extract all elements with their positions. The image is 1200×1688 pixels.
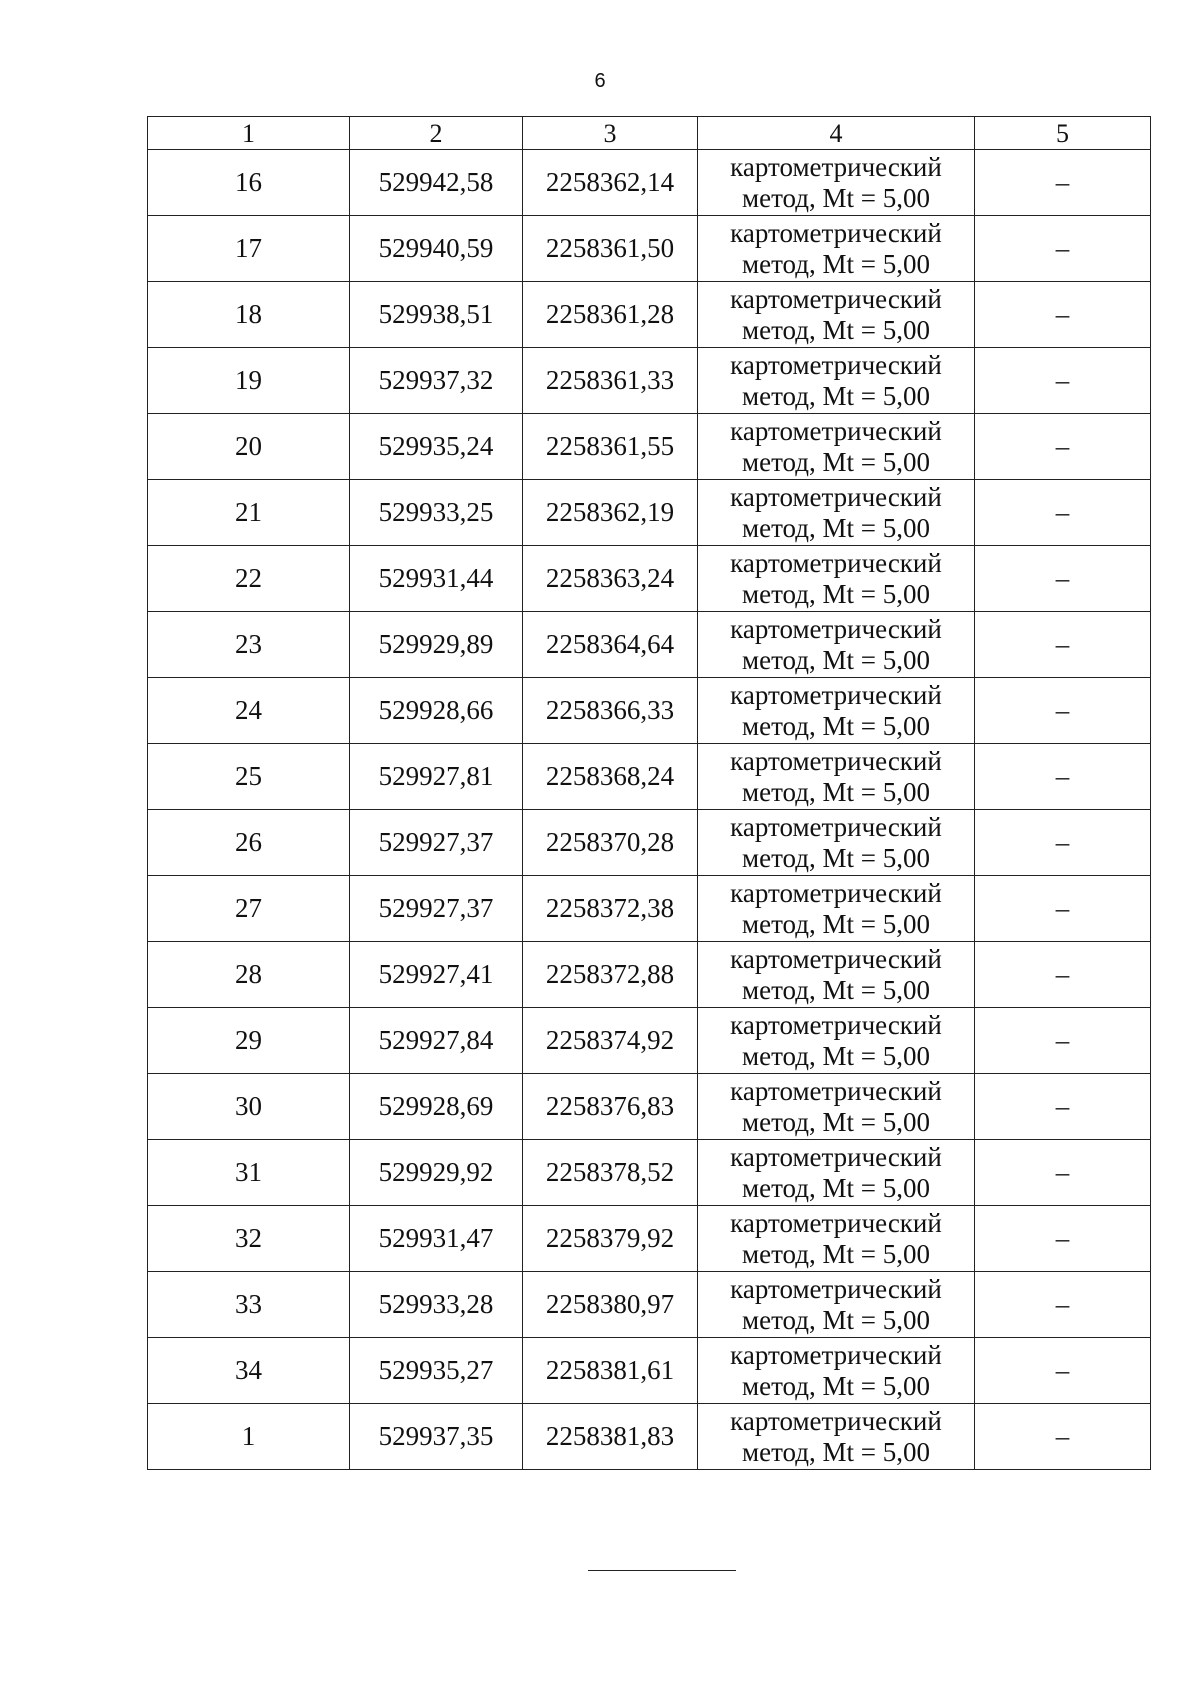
point-number-cell: 21 xyxy=(148,480,350,546)
method-cell xyxy=(698,1338,975,1404)
note-cell: – xyxy=(975,1008,1151,1074)
method-line-2: метод, Mt = 5,00 xyxy=(742,1436,930,1467)
x-coordinate-cell: 529928,69 xyxy=(350,1074,523,1140)
point-number-cell: 31 xyxy=(148,1140,350,1206)
method-line-1: картометрический xyxy=(730,151,942,182)
page-number: 6 xyxy=(594,70,606,92)
point-number-cell: 22 xyxy=(148,546,350,612)
method-line-2: метод, Mt = 5,00 xyxy=(742,1370,930,1401)
column-header: 2 xyxy=(350,117,523,150)
point-number-cell: 1 xyxy=(148,1404,350,1470)
table-row xyxy=(148,876,1151,942)
x-coordinate-cell: 529933,25 xyxy=(350,480,523,546)
footer-rule xyxy=(588,1570,736,1571)
table-row xyxy=(148,1404,1151,1470)
method-cell xyxy=(698,1008,975,1074)
method-line-2: метод, Mt = 5,00 xyxy=(742,182,930,213)
table-row xyxy=(148,942,1151,1008)
point-number-cell: 25 xyxy=(148,744,350,810)
y-coordinate-cell: 2258380,97 xyxy=(523,1272,698,1338)
table-row xyxy=(148,1008,1151,1074)
note-cell: – xyxy=(975,480,1151,546)
table-row xyxy=(148,810,1151,876)
table-row xyxy=(148,1338,1151,1404)
method-cell xyxy=(698,282,975,348)
note-cell: – xyxy=(975,678,1151,744)
method-cell xyxy=(698,810,975,876)
method-line-2: метод, Mt = 5,00 xyxy=(742,908,930,939)
point-number-cell: 17 xyxy=(148,216,350,282)
y-coordinate-cell: 2258372,88 xyxy=(523,942,698,1008)
table-row xyxy=(148,1140,1151,1206)
note-cell: – xyxy=(975,546,1151,612)
y-coordinate-cell: 2258361,55 xyxy=(523,414,698,480)
y-coordinate-cell: 2258368,24 xyxy=(523,744,698,810)
method-line-2: метод, Mt = 5,00 xyxy=(742,446,930,477)
method-line-1: картометрический xyxy=(730,877,942,908)
note-cell: – xyxy=(975,1404,1151,1470)
note-cell: – xyxy=(975,810,1151,876)
x-coordinate-cell: 529927,41 xyxy=(350,942,523,1008)
x-coordinate-cell: 529938,51 xyxy=(350,282,523,348)
method-cell xyxy=(698,348,975,414)
method-cell xyxy=(698,216,975,282)
x-coordinate-cell: 529927,37 xyxy=(350,876,523,942)
table-row xyxy=(148,612,1151,678)
point-number-cell: 19 xyxy=(148,348,350,414)
note-cell: – xyxy=(975,942,1151,1008)
point-number-cell: 24 xyxy=(148,678,350,744)
note-cell: – xyxy=(975,744,1151,810)
method-line-1: картометрический xyxy=(730,349,942,380)
note-cell: – xyxy=(975,414,1151,480)
method-line-2: метод, Mt = 5,00 xyxy=(742,974,930,1005)
y-coordinate-cell: 2258362,14 xyxy=(523,150,698,216)
method-line-1: картометрический xyxy=(730,1207,942,1238)
point-number-cell: 20 xyxy=(148,414,350,480)
method-cell xyxy=(698,1074,975,1140)
x-coordinate-cell: 529933,28 xyxy=(350,1272,523,1338)
method-cell xyxy=(698,612,975,678)
method-line-2: метод, Mt = 5,00 xyxy=(742,314,930,345)
method-line-2: метод, Mt = 5,00 xyxy=(742,842,930,873)
method-line-2: метод, Mt = 5,00 xyxy=(742,1106,930,1137)
point-number-cell: 34 xyxy=(148,1338,350,1404)
method-cell xyxy=(698,876,975,942)
note-cell: – xyxy=(975,1140,1151,1206)
table-row xyxy=(148,546,1151,612)
y-coordinate-cell: 2258361,28 xyxy=(523,282,698,348)
method-line-1: картометрический xyxy=(730,415,942,446)
method-cell xyxy=(698,744,975,810)
table-row xyxy=(148,282,1151,348)
method-line-1: картометрический xyxy=(730,481,942,512)
method-line-1: картометрический xyxy=(730,1339,942,1370)
point-number-cell: 33 xyxy=(148,1272,350,1338)
method-cell xyxy=(698,414,975,480)
table-row xyxy=(148,744,1151,810)
x-coordinate-cell: 529935,24 xyxy=(350,414,523,480)
column-header: 4 xyxy=(698,117,975,150)
table-row xyxy=(148,150,1151,216)
x-coordinate-cell: 529928,66 xyxy=(350,678,523,744)
table-row xyxy=(148,678,1151,744)
table-row xyxy=(148,1074,1151,1140)
note-cell: – xyxy=(975,1338,1151,1404)
x-coordinate-cell: 529929,89 xyxy=(350,612,523,678)
point-number-cell: 16 xyxy=(148,150,350,216)
table-header-row xyxy=(148,117,1151,150)
x-coordinate-cell: 529929,92 xyxy=(350,1140,523,1206)
method-line-2: метод, Mt = 5,00 xyxy=(742,248,930,279)
method-cell xyxy=(698,942,975,1008)
y-coordinate-cell: 2258379,92 xyxy=(523,1206,698,1272)
point-number-cell: 30 xyxy=(148,1074,350,1140)
column-header: 5 xyxy=(975,117,1151,150)
x-coordinate-cell: 529927,81 xyxy=(350,744,523,810)
point-number-cell: 27 xyxy=(148,876,350,942)
column-header: 1 xyxy=(148,117,350,150)
x-coordinate-cell: 529931,47 xyxy=(350,1206,523,1272)
y-coordinate-cell: 2258376,83 xyxy=(523,1074,698,1140)
method-line-2: метод, Mt = 5,00 xyxy=(742,710,930,741)
method-cell xyxy=(698,1206,975,1272)
method-line-2: метод, Mt = 5,00 xyxy=(742,1238,930,1269)
method-line-1: картометрический xyxy=(730,217,942,248)
method-line-1: картометрический xyxy=(730,1009,942,1040)
method-line-2: метод, Mt = 5,00 xyxy=(742,578,930,609)
method-cell xyxy=(698,678,975,744)
y-coordinate-cell: 2258366,33 xyxy=(523,678,698,744)
y-coordinate-cell: 2258378,52 xyxy=(523,1140,698,1206)
note-cell: – xyxy=(975,1206,1151,1272)
method-line-1: картометрический xyxy=(730,943,942,974)
table-row xyxy=(148,216,1151,282)
note-cell: – xyxy=(975,282,1151,348)
method-line-2: метод, Mt = 5,00 xyxy=(742,1304,930,1335)
y-coordinate-cell: 2258381,83 xyxy=(523,1404,698,1470)
point-number-cell: 28 xyxy=(148,942,350,1008)
note-cell: – xyxy=(975,876,1151,942)
x-coordinate-cell: 529927,37 xyxy=(350,810,523,876)
table-row xyxy=(148,480,1151,546)
method-line-2: метод, Mt = 5,00 xyxy=(742,1172,930,1203)
method-line-2: метод, Mt = 5,00 xyxy=(742,1040,930,1071)
note-cell: – xyxy=(975,1074,1151,1140)
method-cell xyxy=(698,480,975,546)
coordinates-table xyxy=(147,116,1151,1470)
note-cell: – xyxy=(975,612,1151,678)
method-cell xyxy=(698,150,975,216)
note-cell: – xyxy=(975,348,1151,414)
note-cell: – xyxy=(975,1272,1151,1338)
x-coordinate-cell: 529942,58 xyxy=(350,150,523,216)
point-number-cell: 29 xyxy=(148,1008,350,1074)
method-line-1: картометрический xyxy=(730,283,942,314)
method-line-2: метод, Mt = 5,00 xyxy=(742,644,930,675)
point-number-cell: 23 xyxy=(148,612,350,678)
y-coordinate-cell: 2258372,38 xyxy=(523,876,698,942)
x-coordinate-cell: 529931,44 xyxy=(350,546,523,612)
method-line-1: картометрический xyxy=(730,547,942,578)
method-line-1: картометрический xyxy=(730,1141,942,1172)
method-cell xyxy=(698,546,975,612)
method-line-1: картометрический xyxy=(730,1405,942,1436)
point-number-cell: 32 xyxy=(148,1206,350,1272)
point-number-cell: 26 xyxy=(148,810,350,876)
note-cell: – xyxy=(975,216,1151,282)
method-line-1: картометрический xyxy=(730,679,942,710)
y-coordinate-cell: 2258364,64 xyxy=(523,612,698,678)
point-number-cell: 18 xyxy=(148,282,350,348)
x-coordinate-cell: 529937,35 xyxy=(350,1404,523,1470)
y-coordinate-cell: 2258370,28 xyxy=(523,810,698,876)
method-line-1: картометрический xyxy=(730,1075,942,1106)
method-line-2: метод, Mt = 5,00 xyxy=(742,380,930,411)
table-row xyxy=(148,1206,1151,1272)
table-row xyxy=(148,1272,1151,1338)
y-coordinate-cell: 2258363,24 xyxy=(523,546,698,612)
method-cell xyxy=(698,1140,975,1206)
y-coordinate-cell: 2258362,19 xyxy=(523,480,698,546)
column-header: 3 xyxy=(523,117,698,150)
method-line-1: картометрический xyxy=(730,811,942,842)
y-coordinate-cell: 2258381,61 xyxy=(523,1338,698,1404)
y-coordinate-cell: 2258361,33 xyxy=(523,348,698,414)
table-row xyxy=(148,348,1151,414)
x-coordinate-cell: 529937,32 xyxy=(350,348,523,414)
x-coordinate-cell: 529927,84 xyxy=(350,1008,523,1074)
method-cell xyxy=(698,1404,975,1470)
y-coordinate-cell: 2258361,50 xyxy=(523,216,698,282)
method-line-2: метод, Mt = 5,00 xyxy=(742,776,930,807)
method-cell xyxy=(698,1272,975,1338)
note-cell: – xyxy=(975,150,1151,216)
method-line-2: метод, Mt = 5,00 xyxy=(742,512,930,543)
method-line-1: картометрический xyxy=(730,745,942,776)
y-coordinate-cell: 2258374,92 xyxy=(523,1008,698,1074)
method-line-1: картометрический xyxy=(730,1273,942,1304)
table-row xyxy=(148,414,1151,480)
method-line-1: картометрический xyxy=(730,613,942,644)
x-coordinate-cell: 529935,27 xyxy=(350,1338,523,1404)
x-coordinate-cell: 529940,59 xyxy=(350,216,523,282)
